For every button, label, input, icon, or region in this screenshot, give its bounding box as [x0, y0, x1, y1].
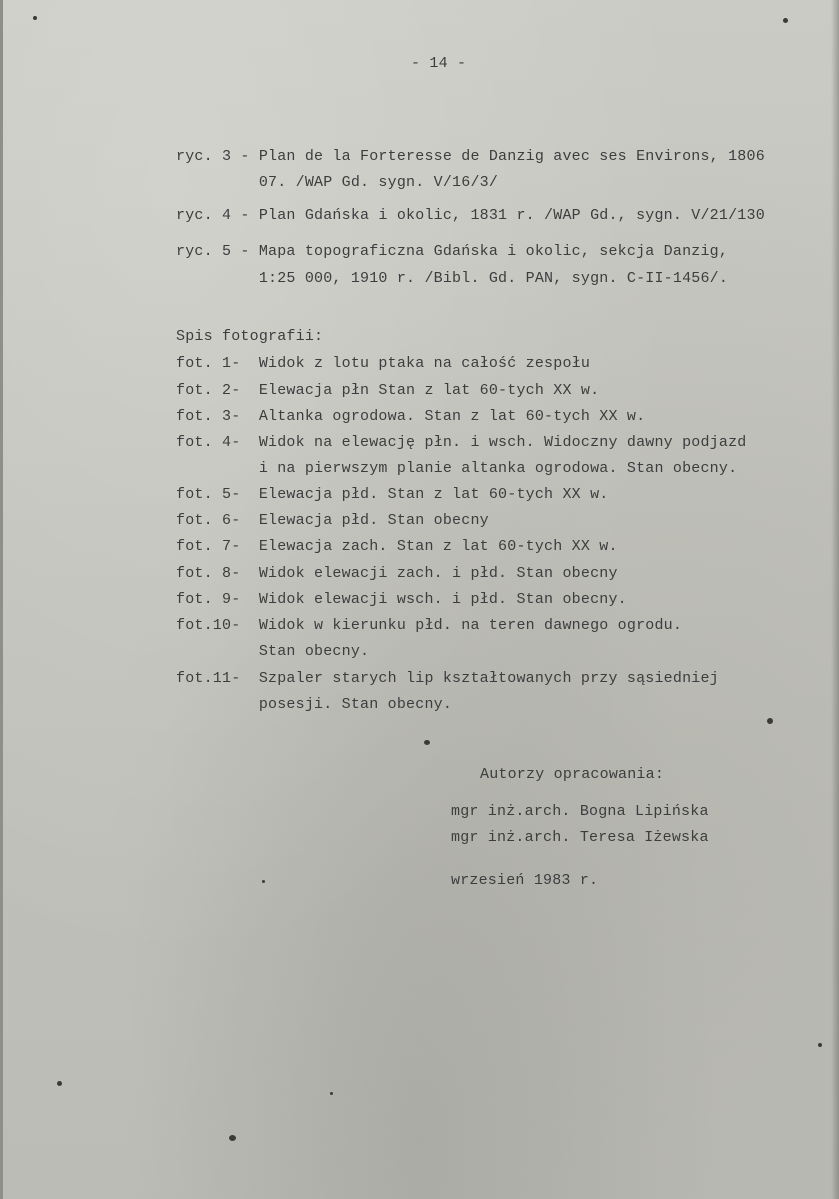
photo-item-6: fot. 6- Elewacja płd. Stan obecny	[176, 512, 489, 529]
paper-speck	[818, 1043, 822, 1047]
photo-list-heading: Spis fotografii:	[176, 328, 324, 345]
photo-item-7: fot. 7- Elewacja zach. Stan z lat 60-tych XX w.	[176, 538, 618, 555]
paper-speck	[424, 740, 430, 745]
photo-item-11-line-1: fot.11- Szpaler starych lip kształtowanych przy sąsiedniej	[176, 670, 719, 687]
paper-speck	[229, 1135, 236, 1141]
authors-heading: Autorzy opracowania:	[480, 766, 665, 783]
figure-3-line-1: ryc. 3 - Plan de la Forteresse de Danzig avec ses Environs, 1806	[176, 148, 765, 165]
paper-speck	[262, 880, 265, 883]
paper-speck	[330, 1092, 333, 1095]
figure-4-line-1: ryc. 4 - Plan Gdańska i okolic, 1831 r. /WAP Gd., sygn. V/21/130	[176, 207, 765, 224]
paper-speck	[783, 18, 788, 23]
photo-item-3: fot. 3- Altanka ogrodowa. Stan z lat 60-tych XX w.	[176, 408, 646, 425]
document-date: wrzesień 1983 r.	[451, 872, 599, 889]
page-left-edge	[0, 0, 3, 1199]
photo-item-1: fot. 1- Widok z lotu ptaka na całość zespołu	[176, 355, 591, 372]
photo-item-9: fot. 9- Widok elewacji wsch. i płd. Stan obecny.	[176, 591, 627, 608]
author-1: mgr inż.arch. Bogna Lipińska	[451, 803, 709, 820]
photo-item-10-line-1: fot.10- Widok w kierunku płd. na teren dawnego ogrodu.	[176, 617, 683, 634]
figure-3-line-2: 07. /WAP Gd. sygn. V/16/3/	[176, 174, 499, 191]
photo-item-8: fot. 8- Widok elewacji zach. i płd. Stan obecny	[176, 565, 618, 582]
figure-5-line-2: 1:25 000, 1910 r. /Bibl. Gd. PAN, sygn. C-II-1456/.	[176, 270, 729, 287]
paper-speck	[57, 1081, 62, 1086]
photo-item-11-line-2: posesji. Stan obecny.	[176, 696, 453, 713]
figure-5-line-1: ryc. 5 - Mapa topograficzna Gdańska i okolic, sekcja Danzig,	[176, 243, 729, 260]
author-2: mgr inż.arch. Teresa Iżewska	[451, 829, 709, 846]
photo-item-4-line-1: fot. 4- Widok na elewację płn. i wsch. Widoczny dawny podjazd	[176, 434, 747, 451]
page-right-shadow	[831, 0, 839, 1199]
photo-item-2: fot. 2- Elewacja płn Stan z lat 60-tych XX w.	[176, 382, 600, 399]
photo-item-5: fot. 5- Elewacja płd. Stan z lat 60-tych XX w.	[176, 486, 609, 503]
page-number: - 14 -	[411, 55, 467, 72]
photo-item-4-line-2: i na pierwszym planie altanka ogrodowa. Stan obecny.	[176, 460, 738, 477]
paper-speck	[767, 718, 773, 724]
photo-item-10-line-2: Stan obecny.	[176, 643, 370, 660]
paper-speck	[33, 16, 37, 20]
